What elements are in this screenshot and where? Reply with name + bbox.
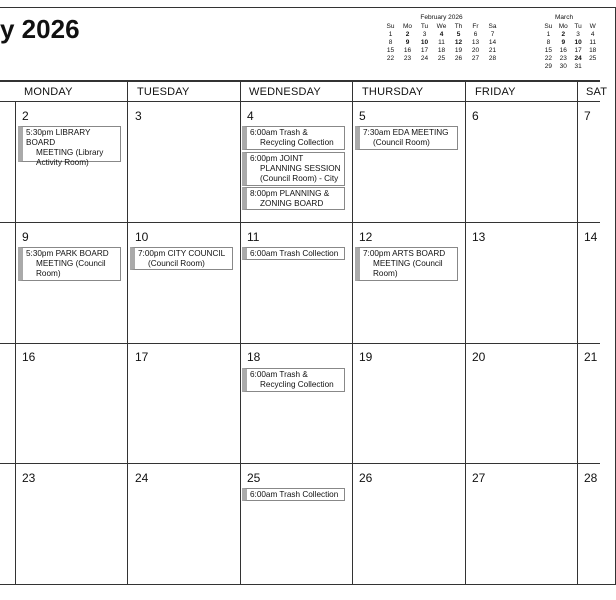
mini-day[interactable]: 26 [454,55,463,62]
month-title: y 2026 [0,14,80,44]
day-header-monday: MONDAY [24,86,73,98]
mini-calendar-february [382,14,501,70]
mini-weekday-header: Su [544,23,553,30]
mini-day[interactable]: 8 [546,39,551,46]
event-text: MEETING (Council [373,259,443,268]
mini-day[interactable]: 23 [559,55,567,62]
mini-day[interactable]: 14 [488,39,497,46]
day-number[interactable]: 24 [135,471,149,485]
event-text: 7:00pm CITY COUNCIL [138,249,226,258]
mini-day[interactable]: 15 [386,47,395,54]
mini-day[interactable]: 31 [574,63,582,70]
day-header-wednesday: WEDNESDAY [249,86,321,98]
mini-day[interactable]: 6 [473,31,478,38]
mini-day[interactable]: 15 [544,47,552,54]
mini-day[interactable]: 11 [438,39,445,46]
event-text: Recycling Collection [260,138,334,147]
event-text: 6:00am Trash Collection [250,490,339,499]
grid-line [0,343,600,344]
day-number[interactable]: 10 [135,230,149,244]
day-number[interactable]: 5 [359,109,366,123]
day-number[interactable]: 21 [584,350,598,364]
event-text: 5:30pm PARK BOARD [26,249,109,258]
day-number[interactable]: 23 [22,471,36,485]
event-planning-zoning[interactable] [242,187,345,210]
mini-day[interactable]: 21 [488,47,497,54]
event-eda-meeting[interactable] [355,126,458,150]
day-header-tuesday: TUESDAY [137,86,190,98]
mini-weekday-header: Fr [472,23,479,30]
mini-day[interactable]: 3 [422,31,427,38]
event-text: (Council Room) [373,138,430,147]
mini-day[interactable]: 9 [561,39,566,46]
mini-day[interactable]: 10 [420,39,429,46]
day-number[interactable]: 14 [584,230,598,244]
day-header-thursday: THURSDAY [362,86,424,98]
mini-day[interactable]: 4 [439,31,444,38]
mini-day [399,63,416,70]
mini-day[interactable]: 18 [437,47,446,54]
mini-day[interactable]: 22 [544,55,552,62]
mini-day[interactable]: 20 [471,47,480,54]
event-text: Room) [36,269,61,278]
mini-day[interactable]: 1 [546,31,551,38]
day-number[interactable]: 12 [359,230,373,244]
mini-day[interactable]: 28 [488,55,497,62]
day-number[interactable]: 9 [22,230,29,244]
mini-weekday-header: We [436,23,447,30]
day-number[interactable]: 3 [135,109,142,123]
mini-day[interactable]: 16 [403,47,412,54]
mini-day [382,63,399,70]
mini-weekday-header: Th [454,23,463,30]
day-number[interactable]: 25 [247,471,261,485]
event-text: (Council Room) [148,259,205,268]
mini-calendar-grid [382,23,501,70]
mini-weekday-header: Sa [488,23,497,30]
grid-line [0,463,600,464]
mini-day[interactable]: 24 [420,55,429,62]
event-text: ZONING BOARD [260,199,324,208]
mini-day[interactable]: 5 [456,31,461,38]
mini-weekday-header: Tu [420,23,429,30]
mini-day [484,63,501,70]
event-text: 8:00pm PLANNING & [250,189,330,198]
day-header-saturday: SAT [586,86,608,98]
day-header-row [0,80,608,102]
day-number[interactable]: 7 [584,109,591,123]
event-text: 6:00am Trash Collection [250,249,339,258]
event-text: 5:30pm LIBRARY BOARD [26,128,91,147]
mini-day[interactable]: 23 [403,55,412,62]
mini-day [450,63,467,70]
mini-day[interactable]: 24 [574,55,582,62]
mini-day[interactable]: 17 [574,47,582,54]
event-library-board[interactable] [18,126,121,167]
event-trash-collection[interactable] [242,247,345,260]
mini-day[interactable]: 11 [589,39,597,46]
mini-day[interactable]: 3 [576,31,580,38]
day-number[interactable]: 26 [359,471,373,485]
mini-calendar-title: March [555,14,574,21]
mini-day[interactable]: 7 [490,31,495,38]
day-number[interactable]: 4 [247,109,254,123]
day-number[interactable]: 13 [472,230,486,244]
day-number[interactable]: 18 [247,350,261,364]
mini-calendar-grid [541,23,600,71]
mini-calendar-title: February 2026 [420,14,463,21]
mini-weekday-header: Su [386,23,395,30]
grid-line [0,222,600,223]
day-number[interactable]: 17 [135,350,149,364]
mini-day[interactable]: 2 [561,31,566,38]
mini-day[interactable]: 8 [388,39,393,46]
event-text: 6:00am Trash & [250,128,308,137]
day-number[interactable]: 6 [472,109,479,123]
mini-day[interactable]: 18 [589,47,597,54]
mini-day[interactable]: 1 [388,31,393,38]
event-text: MEETING (Council [36,259,106,268]
mini-day[interactable]: 22 [386,55,395,62]
event-joint-planning[interactable] [242,152,345,186]
day-number[interactable]: 11 [247,230,260,244]
event-text: 6:00am Trash & [250,370,308,379]
event-text: Recycling Collection [260,380,334,389]
event-trash-recycling[interactable] [242,126,345,150]
mini-day[interactable]: 2 [405,31,410,38]
event-text: 7:30am EDA MEETING [363,128,449,137]
event-text: Activity Room) [36,158,89,167]
mini-day [433,63,450,70]
mini-day[interactable]: 30 [559,63,567,70]
day-number[interactable]: 2 [22,109,29,123]
mini-calendar-march [541,14,600,71]
mini-day[interactable]: 16 [559,47,567,54]
day-number[interactable]: 20 [472,350,486,364]
mini-day[interactable]: 12 [454,39,463,46]
event-city-council[interactable] [130,247,233,270]
mini-day [585,63,600,71]
mini-day [416,63,433,70]
day-number[interactable]: 16 [22,350,36,364]
day-number[interactable]: 19 [359,350,373,364]
event-text: MEETING (Library [36,148,104,157]
grid-line [465,80,466,585]
event-text: 6:00pm JOINT [250,154,304,163]
mini-day[interactable]: 29 [544,63,552,70]
mini-day[interactable]: 10 [574,39,582,46]
grid-line [127,80,128,585]
event-text: 7:00pm ARTS BOARD [363,249,446,258]
event-text: PLANNING SESSION [260,164,341,173]
grid-line [352,80,353,585]
mini-weekday-header: Mo [558,23,568,30]
mini-day[interactable]: 9 [405,39,410,46]
mini-day [467,63,484,70]
mini-day[interactable]: 25 [589,55,597,62]
event-trash-recycling[interactable] [242,368,345,392]
mini-day[interactable]: 4 [590,31,595,38]
grid-line [240,80,241,585]
mini-weekday-header: Tu [574,23,582,30]
mini-weekday-header: W [589,23,596,30]
day-header-friday: FRIDAY [475,86,516,98]
mini-day[interactable]: 25 [437,55,446,62]
mini-day[interactable]: 19 [454,47,463,54]
day-number[interactable]: 28 [584,471,598,485]
event-text: Room) [373,269,398,278]
grid-line [577,80,578,585]
mini-day[interactable]: 13 [471,39,480,46]
event-arts-board[interactable] [355,247,458,281]
event-text: (Council Room) - City [260,174,339,183]
day-number[interactable]: 27 [472,471,486,485]
mini-day[interactable]: 17 [420,47,429,54]
event-trash-collection[interactable] [242,488,345,501]
event-park-board[interactable] [18,247,121,281]
mini-day[interactable]: 27 [471,55,480,62]
mini-weekday-header: Mo [402,23,413,30]
